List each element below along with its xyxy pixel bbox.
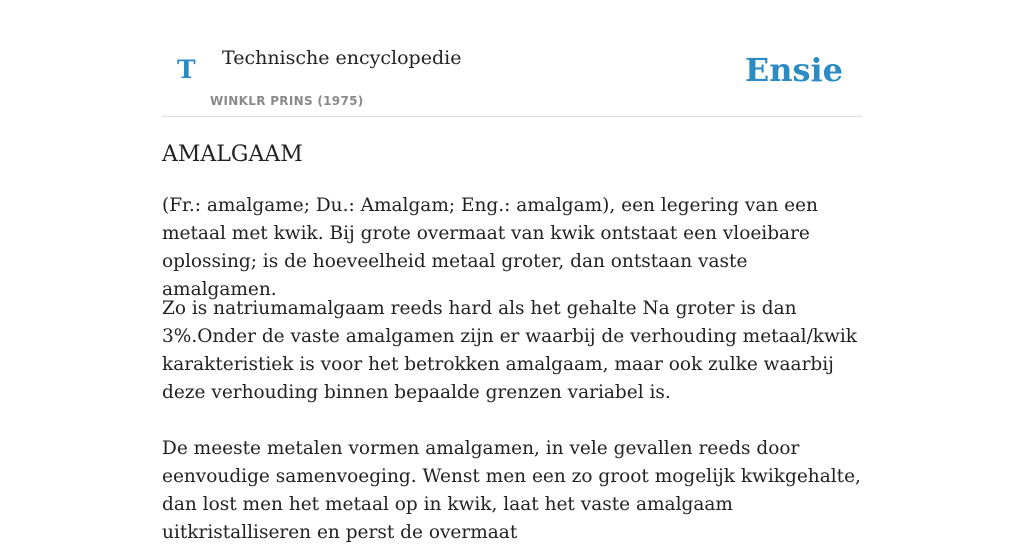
entry-title: AMALGAAM	[162, 142, 303, 167]
book-source: WINKLR PRINS (1975)	[210, 94, 364, 108]
site-header	[162, 0, 862, 117]
entry-paragraph-2: Zo is natriumamalgaam reeds hard als het gehalte Na groter is dan 3%.Onder de vaste amalgamen zijn er waarbij de verhouding metaal/kwik karakteristiek is voor het betrokken amalgaam, maar ook zulke waarbij deze verhouding binnen bepaalde grenzen variabel is.	[162, 298, 857, 403]
entry-paragraph-3: De meeste metalen vormen amalgamen, in vele gevallen reeds door eenvoudige samenvoeging. Wenst men een zo groot mogelijk kwikgehalte, dan lost men het metaal op in kwik, laat het vaste amalgaam uitkristalliseren en perst de overmaat	[162, 438, 861, 543]
article-page	[162, 0, 862, 543]
entry-paragraph-1: (Fr.: amalgame; Du.: Amalgam; Eng.: amalgam), een legering van een metaal met kwik. Bij grote overmaat van kwik ontstaat een vloeibare oplossing; is de hoeveelheid metaal groter, dan ontstaan vaste amalgamen.	[162, 195, 818, 300]
book-title-link[interactable]: Technische encyclopedie	[222, 47, 462, 69]
book-logo[interactable]: T	[177, 55, 196, 84]
ensie-logo[interactable]: Ensie	[744, 51, 843, 89]
